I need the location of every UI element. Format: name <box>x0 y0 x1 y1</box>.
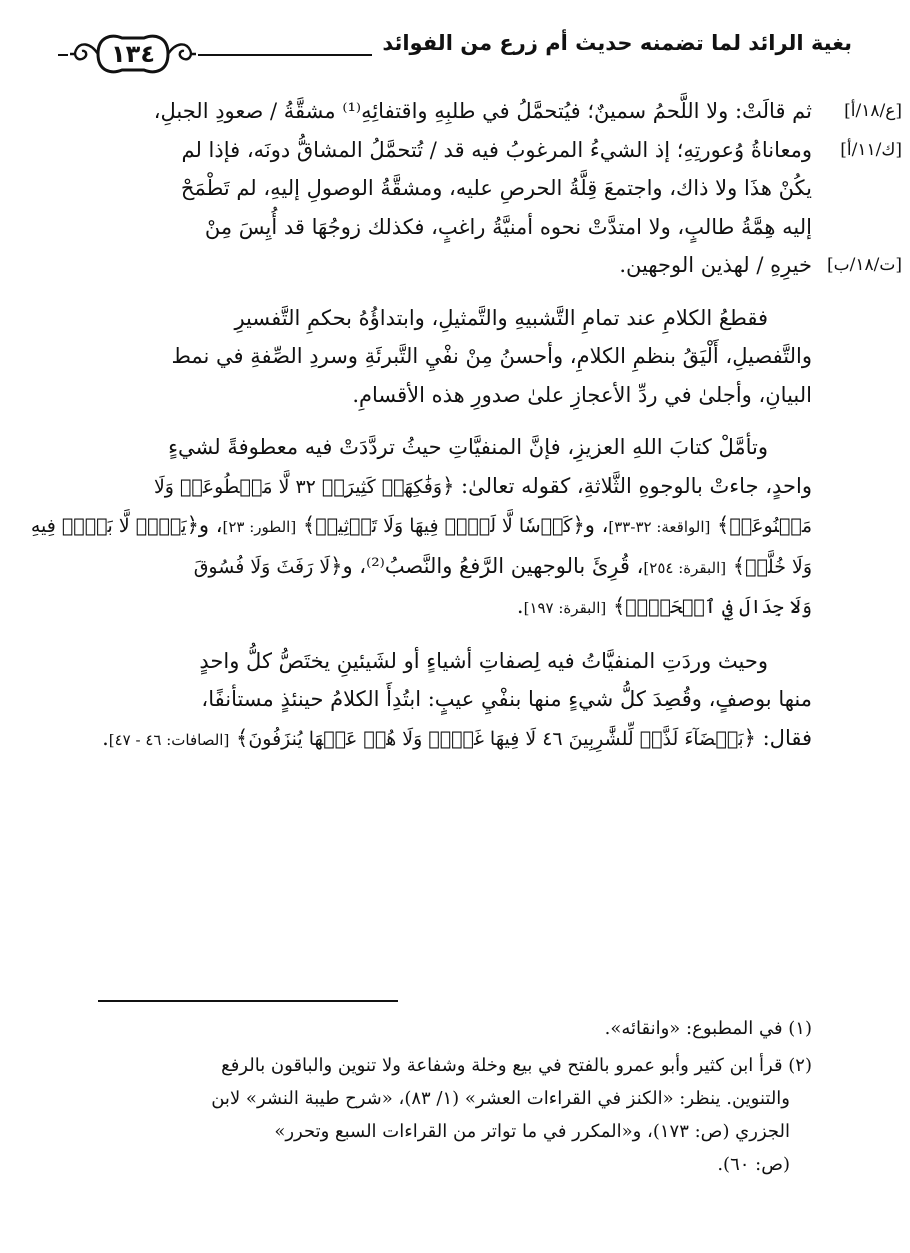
paragraph-2 <box>100 299 812 415</box>
paragraph-4 <box>100 642 812 760</box>
quran-verse: كَأۡسٗا لَّا لَغۡوٞ فِيهَا وَلَا تَأۡثِيمٞ <box>315 515 573 537</box>
paragraph-3 <box>30 428 812 628</box>
line-text: ﴾ <box>229 725 249 750</box>
line-text: فقال: ﴿ <box>743 725 812 750</box>
quran-verse: يَوۡمٞ لَّا بَيۡعٞ فِيهِ <box>30 515 187 537</box>
line-text: ومعاناةُ وُعورتِهِ؛ إذ الشيءُ المرغوبُ فيه قد / تُتحمَّلُ المشاقُّ دونَه، فإذا لم <box>181 137 812 162</box>
line-text: ثم قالَتْ: ولا اللَّحمُ سمينٌ؛ فيُتحمَّلُ في طلبِهِ واقتفائِهِ⁽¹⁾ مشقَّةُ / صعودِ الجبلِ، <box>153 99 812 123</box>
text-line: منها بوصفٍ، وقُصِدَ كلُّ شيءٍ منها بنفْيِ عيبٍ: ابتُدِأَ الكلامُ حينئذٍ مستأنفًا، <box>201 687 812 711</box>
quran-verse: وَفَٰكِهَةٖ كَثِيرَةٖ ٣٢ لَّا مَقۡطُوعَةٖ وَلَا <box>153 475 443 498</box>
line-text: واحدٍ، جاءتْ بالوجوهِ الثَّلاثةِ، كقوله تعالىٰ: ﴿ <box>442 473 812 498</box>
quran-verse: وَلَا جِدَالَ فِي ٱلۡحَجِّۗ <box>625 596 812 618</box>
verse-reference: [الواقعة: ٣٢-٣٣] <box>608 518 711 536</box>
line-text: ، و﴿ <box>572 513 609 537</box>
line-text: ﴾ <box>710 513 730 537</box>
text-line: وحيث وردَتِ المنفيَّاتُ فيه لِصفاتِ أشياءٍ أو لشَيئينِ يختَصُّ كلُّ واحدٍ <box>199 648 768 673</box>
text-line <box>100 587 812 628</box>
quran-verse: بَيۡضَآءَ لَذَّةٖ لِّلشَّٰرِبِينَ ٤٦ لَا فِيهَا غَوۡلٞ وَلَا هُمۡ عَنۡهَا يُنزَفُونَ <box>248 727 744 750</box>
verse-reference: [البقرة: ٢٥٤] <box>643 558 727 577</box>
text-line: إليه هِمَّةُ طالبٍ، ولا امتدَّتْ نحوه أمنيَّةُ راغبٍ، فكذلك زوجُهَا قد أُيِسَ مِنْ <box>204 214 812 239</box>
paragraph-1 <box>100 92 902 285</box>
footnote-line: (ص: ٦٠). <box>717 1154 790 1175</box>
page-number-ornament <box>68 28 198 80</box>
margin-marker: [ك/١١/أ] <box>840 139 902 160</box>
line-text: ﴾ <box>296 513 316 537</box>
text-line <box>30 506 812 547</box>
line-text: ﴾ <box>606 594 626 618</box>
text-line <box>100 719 812 760</box>
footnote-1: (١) في المطبوع: «وانقائه». <box>604 1018 812 1039</box>
main-text <box>30 92 902 759</box>
text-line: فقطعُ الكلامِ عند تمامِ التَّشبيهِ والتَّمثيلِ، وابتداؤُهُ بحكمِ التَّفسيرِ <box>234 305 768 330</box>
page-number: ١٣٤ <box>111 40 155 68</box>
quran-verse: وَلَا خُلَّةٞ <box>745 555 812 578</box>
page-header <box>58 14 852 78</box>
verse-reference: [الطور: ٢٣] <box>222 518 297 536</box>
text-line <box>100 467 812 507</box>
line-text: ، قُرِئَ بالوجهين الرَّفعُ والنَّصبُ⁽²⁾، و﴿ <box>330 553 644 578</box>
footnotes <box>100 1012 812 1181</box>
verse-reference: [البقرة: ١٩٧] <box>523 599 607 617</box>
running-title: بغية الرائد لما تضمنه حديث أم زرع من الفوائد <box>372 28 852 58</box>
margin-marker: [ت/١٨/ب] <box>826 255 902 275</box>
footnote-2 <box>100 1049 812 1181</box>
text-line: والتَّفصيلِ، أَلْيَقُ بنظمِ الكلامِ، وأحسنُ مِنْ نفْيِ التَّبرئَةِ وسردِ الصِّفةِ في نمط <box>171 344 812 368</box>
footnote-line: (٢) قرأ ابن كثير وأبو عمرو بالفتح في بيع وخلة وشفاعة ولا تنوين والباقون بالرفع <box>221 1055 812 1076</box>
footnote-rule <box>98 1000 398 1002</box>
text-line <box>100 92 902 131</box>
footnote-line: والتنوين. ينظر: «الكنز في القراءات العشر» (١/ ٨٣)، «شرح طيبة النشر» لابن <box>211 1088 790 1109</box>
line-text: . <box>102 725 109 750</box>
line-text: خيرِهِ / لهذين الوجهين. <box>619 253 812 277</box>
text-line <box>100 547 812 588</box>
verse-reference: [الصافات: ٤٦ - ٤٧] <box>108 730 230 749</box>
text-line: البيانِ، وأجلىٰ في ردِّ الأعجازِ علىٰ صدورِ هذه الأقسامِ. <box>352 382 812 407</box>
margin-marker: [ع/١٨/أ] <box>844 101 902 121</box>
text-line <box>100 246 902 285</box>
quran-verse: مَمۡنُوعَةٖ <box>729 515 812 537</box>
line-text: ﴾ <box>726 553 746 578</box>
quran-verse: لَا رَفَثَ وَلَا فُسُوقَ <box>193 555 331 578</box>
line-text: . <box>516 594 524 618</box>
footnote-line: الجزري (ص: ١٧٣)، و«المكرر في ما تواتر من القراءات السبع وتحرر» <box>274 1121 790 1142</box>
text-line: وتأمَّلْ كتابَ اللهِ العزيزِ، فإنَّ المنفيَّاتِ حيثُ تردَّدَتْ فيه معطوفةً لشيءٍ <box>168 435 768 459</box>
text-line: يكُنْ هذَا ولا ذاك، واجتمعَ قِلَّةُ الحرصِ عليه، ومشقَّةُ الوصولِ إليهِ، لم تَطْمَحْ <box>180 176 812 200</box>
text-line <box>100 131 902 170</box>
line-text: ، و﴿ <box>186 513 223 537</box>
